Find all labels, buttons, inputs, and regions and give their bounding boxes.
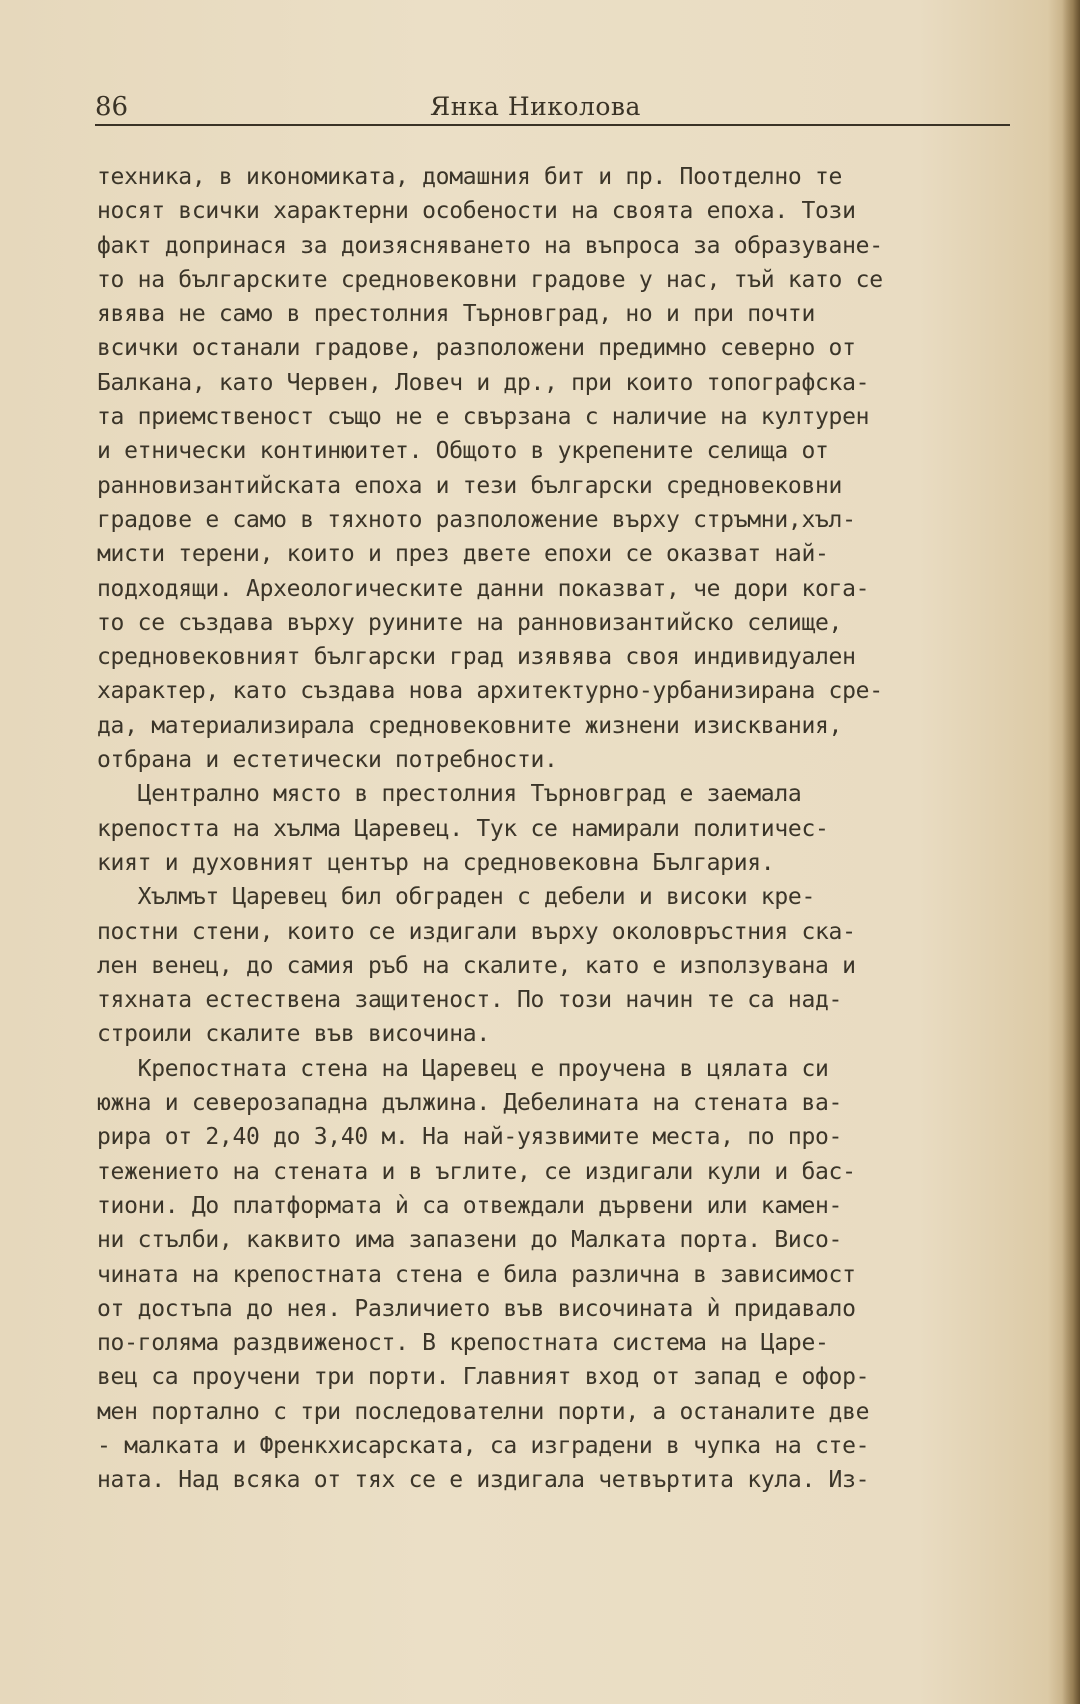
- text-line: кият и духовният център на средновековна България.: [97, 849, 775, 876]
- text-line: отбрана и естетически потребности.: [97, 747, 558, 774]
- text-line: та приемственост също не е свързана с наличие на културен: [97, 404, 870, 431]
- page-number: 86: [95, 92, 129, 122]
- text-line: ранновизантийската епоха и тези български средновековни: [97, 472, 843, 499]
- text-line: строили скалите във височина.: [97, 1021, 490, 1048]
- text-line: лен венец, до самия ръб на скалите, като е използувана и: [97, 952, 856, 979]
- text-line: средновековният български град изявява своя индивидуален: [97, 644, 856, 671]
- text-line: мисти терени, които и през двете епохи се оказват най-: [97, 541, 829, 568]
- text-line: крепостта на хълма Царевец. Тук се намирали политичес-: [97, 815, 829, 842]
- text-line: Балкана, като Червен, Ловеч и др., при които топографска-: [97, 369, 870, 396]
- page-header: [95, 88, 1010, 128]
- running-title: Янка Николова: [430, 92, 641, 121]
- text-line: да, материализирала средновековните жизнени изисквания,: [97, 712, 843, 739]
- text-line: характер, като създава нова архитектурно-урбанизирана сре-: [97, 678, 883, 705]
- text-line: техника, в икономиката, домашния бит и пр. Поотделно те: [97, 164, 843, 190]
- header-rule: [95, 124, 1010, 126]
- text-line: тежението на стената и в ъглите, се издигали кули и бас-: [97, 1158, 856, 1185]
- text-line: по-голяма раздвиженост. В крепостната система на Царе-: [97, 1330, 829, 1357]
- text-line: тяхната естествена защитеност. По този начин те са над-: [97, 987, 843, 1014]
- body-text: [97, 160, 1017, 1498]
- text-line: постни стени, които се издигали върху околовръстния ска-: [97, 918, 856, 945]
- text-line: ната. Над всяка от тях се е издигала четвъртита кула. Из-: [97, 1467, 870, 1494]
- text-line: ни стълби, каквито има запазени до Малката порта. Висо-: [97, 1227, 843, 1254]
- text-line: факт допринася за доизясняването на въпроса за образуване-: [97, 232, 883, 259]
- text-line: Хълмът Царевец бил обграден с дебели и високи кре-: [97, 884, 816, 911]
- text-line: Централно място в престолния Търновград е заемала: [97, 781, 802, 808]
- text-line: мен портално с три последователни порти, а останалите две: [97, 1398, 870, 1425]
- text-line: - малката и Френкхисарската, са изградени в чупка на сте-: [97, 1432, 870, 1459]
- text-line: Крепостната стена на Царевец е проучена в цялата си: [97, 1055, 829, 1082]
- text-line: явява не само в престолния Търновград, но и при почти: [97, 301, 816, 328]
- text-line: всички останали градове, разположени предимно северно от: [97, 335, 856, 362]
- text-line: то се създава върху руините на ранновизантийско селище,: [97, 609, 843, 636]
- text-line: тиони. До платформата ѝ са отвеждали дървени или камен-: [97, 1192, 843, 1219]
- text-line: южна и северозападна дължина. Дебелината на стената ва-: [97, 1090, 843, 1117]
- text-line: то на българските средновековни градове у нас, тъй като се: [97, 266, 883, 293]
- text-line: и етнически континюитет. Общото в укрепените селища от: [97, 438, 829, 465]
- text-line: градове е само в тяхното разположение върху стръмни,хъл-: [97, 506, 856, 533]
- text-line: чината на крепостната стена е била различна в зависимост: [97, 1261, 856, 1288]
- text-line: от достъпа до нея. Различието във височината ѝ придавало: [97, 1295, 856, 1322]
- page-edge-shadow: [1062, 0, 1080, 1704]
- text-line: носят всички характерни особености на своята епоха. Този: [97, 198, 856, 225]
- text-line: рира от 2,40 до 3,40 м. На най-уязвимите места, по про-: [97, 1124, 843, 1151]
- text-line: подходящи. Археологическите данни показват, че дори кога-: [97, 575, 870, 602]
- text-line: вец са проучени три порти. Главният вход от запад е офор-: [97, 1364, 870, 1391]
